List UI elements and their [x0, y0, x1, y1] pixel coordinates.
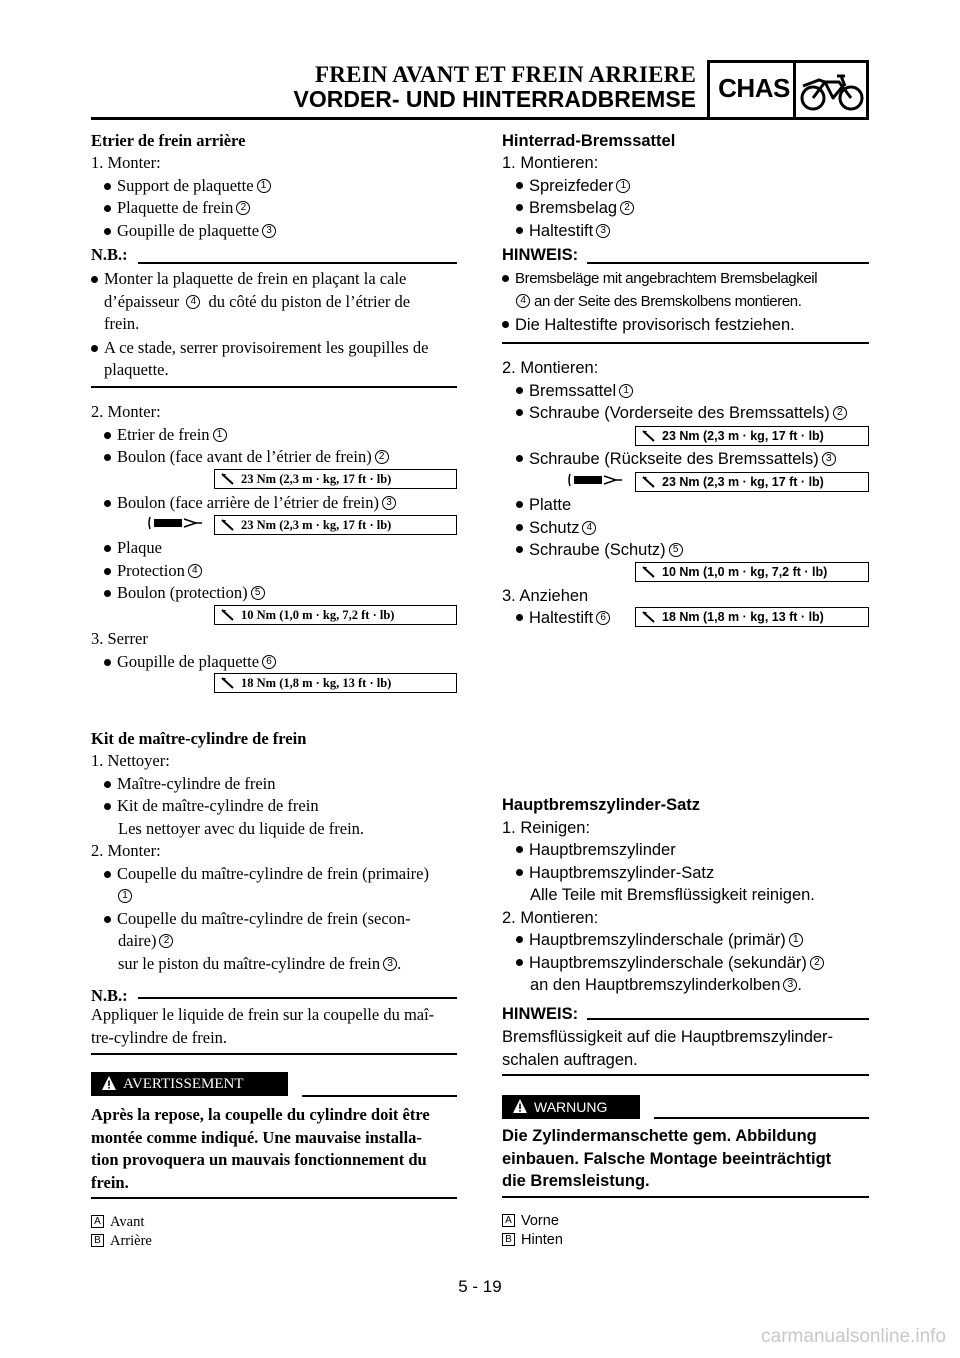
note-text: Bremsbeläge mit angebrachtem Bremsbelagkeil — [502, 268, 817, 290]
section-title-master-cylinder-de: Hauptbremszylinder-Satz — [502, 796, 701, 814]
note-end-rule — [91, 1053, 457, 1055]
torque-spec: 23 Nm (2,3 m · kg, 17 ft · lb) — [635, 426, 869, 446]
step-3-fr: 3. Serrer — [91, 629, 148, 648]
note-label-fr: N.B.: — [91, 245, 128, 264]
note-rule — [587, 1018, 869, 1020]
list-item: Schraube (Schutz) 5 — [516, 539, 683, 561]
torque-spec: 10 Nm (1,0 m · kg, 7,2 ft · lb) — [214, 605, 457, 625]
bullet-icon — [91, 345, 98, 352]
list-item: Schutz 4 — [516, 517, 596, 539]
section-title-rear-caliper-fr: Etrier de frein arrière — [91, 131, 246, 150]
motorcycle-icon — [799, 68, 865, 114]
warning-text: Après la repose, la coupelle du cylindre doit être — [91, 1105, 430, 1124]
list-item: Hauptbremszylinder-Satz — [516, 862, 714, 884]
list-item: Kit de maître-cylindre de frein — [104, 795, 319, 817]
callout-marker: 2 — [236, 201, 250, 215]
warning-text: Die Zylindermanschette gem. Abbildung — [502, 1127, 817, 1145]
wrench-icon — [221, 609, 235, 621]
list-item: Spreizfeder 1 — [516, 175, 630, 197]
note-text: d’épaisseur 4 du côté du piston de l’étrier de — [104, 292, 411, 311]
list-item: Hauptbremszylinderschale (sekundär) 2 — [516, 952, 824, 974]
torque-spec: 23 Nm (2,3 m · kg, 17 ft · lb) — [635, 472, 869, 492]
torque-spec: 23 Nm (2,3 m · kg, 17 ft · lb) — [214, 515, 457, 535]
bullet-icon — [104, 228, 111, 235]
list-item: Hauptbremszylinderschale (primär) 1 — [516, 929, 803, 951]
note-text: Die Haltestifte provisorisch festziehen. — [502, 314, 795, 336]
note-text: A ce stade, serrer provisoirement les goupilles de — [91, 337, 428, 359]
note-label-de: HINWEIS: — [502, 1005, 579, 1023]
note-text: frein. — [104, 314, 140, 333]
section-title-rear-caliper-de: Hinterrad-Bremssattel — [502, 132, 676, 150]
callout-marker: 3 — [262, 224, 276, 238]
list-item-sub: sur le piston du maître-cylindre de frein 3 . — [118, 954, 402, 973]
wrench-icon — [642, 430, 656, 442]
list-item: Hauptbremszylinder — [516, 839, 676, 861]
torque-spec: 18 Nm (1,8 m · kg, 13 ft · lb) — [214, 673, 457, 693]
section-badge-divider — [793, 63, 796, 117]
torque-spec: 18 Nm (1,8 m · kg, 13 ft · lb) — [635, 607, 869, 627]
note-label-de: HINWEIS: — [502, 246, 579, 264]
list-item: Goupille de plaquette 3 — [104, 220, 276, 242]
list-item: Goupille de plaquette 6 — [104, 651, 276, 673]
note-end-rule — [502, 1074, 869, 1076]
step-1-fr: 1. Monter: — [91, 153, 161, 172]
list-item: Etrier de frein 1 — [104, 424, 227, 446]
note-end-rule — [502, 342, 869, 344]
locking-agent-icon — [148, 516, 204, 530]
list-item: Plaque — [104, 537, 162, 559]
legend-item: B Hinten — [502, 1229, 563, 1251]
note-text: 4 an der Seite des Bremskolbens montieren. — [516, 291, 801, 313]
bullet-icon — [104, 205, 111, 212]
list-item: Schraube (Rückseite des Bremssattels) 3 — [516, 448, 836, 470]
note-end-rule — [91, 386, 457, 388]
warning-text: montée comme indiqué. Une mauvaise installa- — [91, 1128, 422, 1147]
list-item: Support de plaquette 1 — [104, 175, 271, 197]
list-item: Protection 4 — [104, 560, 202, 582]
bullet-icon — [91, 276, 98, 283]
step-2-fr: 2. Monter: — [91, 402, 161, 421]
note-rule — [138, 997, 457, 999]
step-3-de: 3. Anziehen — [502, 587, 589, 605]
step-2-de: 2. Montieren: — [502, 359, 599, 377]
list-item: Coupelle du maître-cylindre de frein (secon- — [104, 908, 411, 930]
header-title-fr: FREIN AVANT ET FREIN ARRIERE — [315, 62, 696, 87]
wrench-icon — [642, 476, 656, 488]
list-item: Schraube (Vorderseite des Bremssattels) 2 — [516, 402, 847, 424]
warning-text: die Bremsleistung. — [502, 1172, 650, 1190]
warning-end-rule — [91, 1197, 457, 1199]
torque-spec: 10 Nm (1,0 m · kg, 7,2 ft · lb) — [635, 562, 869, 582]
wrench-icon — [642, 611, 656, 623]
warning-badge-fr: AVERTISSEMENT — [91, 1072, 288, 1096]
warning-text: einbauen. Falsche Montage beeinträchtigt — [502, 1150, 832, 1168]
list-item: Platte — [516, 494, 571, 516]
warning-icon — [512, 1098, 528, 1114]
bullet-icon — [104, 183, 111, 190]
warning-rule — [302, 1095, 457, 1097]
watermark: carmanualsonline.info — [761, 1326, 946, 1347]
note-text: schalen auftragen. — [502, 1051, 638, 1069]
locking-agent-icon — [568, 473, 624, 487]
note-rule — [587, 262, 869, 264]
list-item-sub: Les nettoyer avec du liquide de frein. — [118, 819, 365, 838]
list-item: Haltestift 6 — [516, 607, 610, 629]
step-2-fr: 2. Monter: — [91, 841, 161, 860]
list-item: Plaquette de frein 2 — [104, 197, 250, 219]
list-item: Boulon (face arrière de l’étrier de frein) 3 — [104, 492, 396, 514]
warning-text: tion provoquera un mauvais fonctionnement du — [91, 1150, 427, 1169]
header-title-de: VORDER- UND HINTERRADBREMSE — [293, 86, 696, 112]
legend-item: A Vorne — [502, 1210, 559, 1232]
note-text: Monter la plaquette de frein en plaçant la cale — [91, 268, 406, 290]
note-label-fr: N.B.: — [91, 986, 128, 1005]
list-item: Maître-cylindre de frein — [104, 773, 276, 795]
wrench-icon — [642, 566, 656, 578]
note-text: Appliquer le liquide de frein sur la coupelle du maî- — [91, 1005, 435, 1024]
list-item-sub: an den Hauptbremszylinderkolben 3 . — [530, 976, 802, 994]
section-title-master-cylinder-fr: Kit de maître-cylindre de frein — [91, 729, 307, 748]
legend-item: A Avant — [91, 1211, 144, 1233]
page-number: 5 - 19 — [458, 1277, 502, 1296]
list-item-marker: 1 — [118, 885, 132, 907]
list-item: Boulon (face avant de l’étrier de frein) 2 — [104, 446, 389, 468]
warning-end-rule — [502, 1196, 869, 1198]
section-badge — [707, 60, 869, 120]
step-1-fr: 1. Nettoyer: — [91, 751, 170, 770]
section-badge-label: CHAS — [718, 73, 790, 103]
note-text: plaquette. — [104, 360, 169, 379]
step-2-de: 2. Montieren: — [502, 909, 599, 927]
step-1-de: 1. Montieren: — [502, 154, 599, 172]
wrench-icon — [221, 519, 235, 531]
step-1-de: 1. Reinigen: — [502, 819, 591, 837]
note-text: Bremsflüssigkeit auf die Hauptbremszylinder- — [502, 1028, 834, 1046]
list-item: daire) 2 — [118, 930, 173, 952]
wrench-icon — [221, 677, 235, 689]
warning-icon — [101, 1075, 117, 1091]
list-item-sub: Alle Teile mit Bremsflüssigkeit reinigen. — [530, 886, 815, 904]
warning-text: frein. — [91, 1173, 129, 1192]
list-item: Bremssattel 1 — [516, 380, 633, 402]
wrench-icon — [221, 473, 235, 485]
list-item: Haltestift 3 — [516, 220, 610, 242]
torque-spec: 23 Nm (2,3 m · kg, 17 ft · lb) — [214, 469, 457, 489]
list-item: Coupelle du maître-cylindre de frein (primaire) — [104, 863, 429, 885]
legend-item: B Arrière — [91, 1230, 152, 1252]
callout-marker: 1 — [257, 179, 271, 193]
note-rule — [138, 262, 457, 264]
warning-badge-de: WARNUNG — [502, 1095, 640, 1119]
warning-rule — [654, 1117, 869, 1119]
list-item: Boulon (protection) 5 — [104, 582, 265, 604]
list-item: Bremsbelag 2 — [516, 197, 634, 219]
note-text: tre-cylindre de frein. — [91, 1028, 228, 1047]
